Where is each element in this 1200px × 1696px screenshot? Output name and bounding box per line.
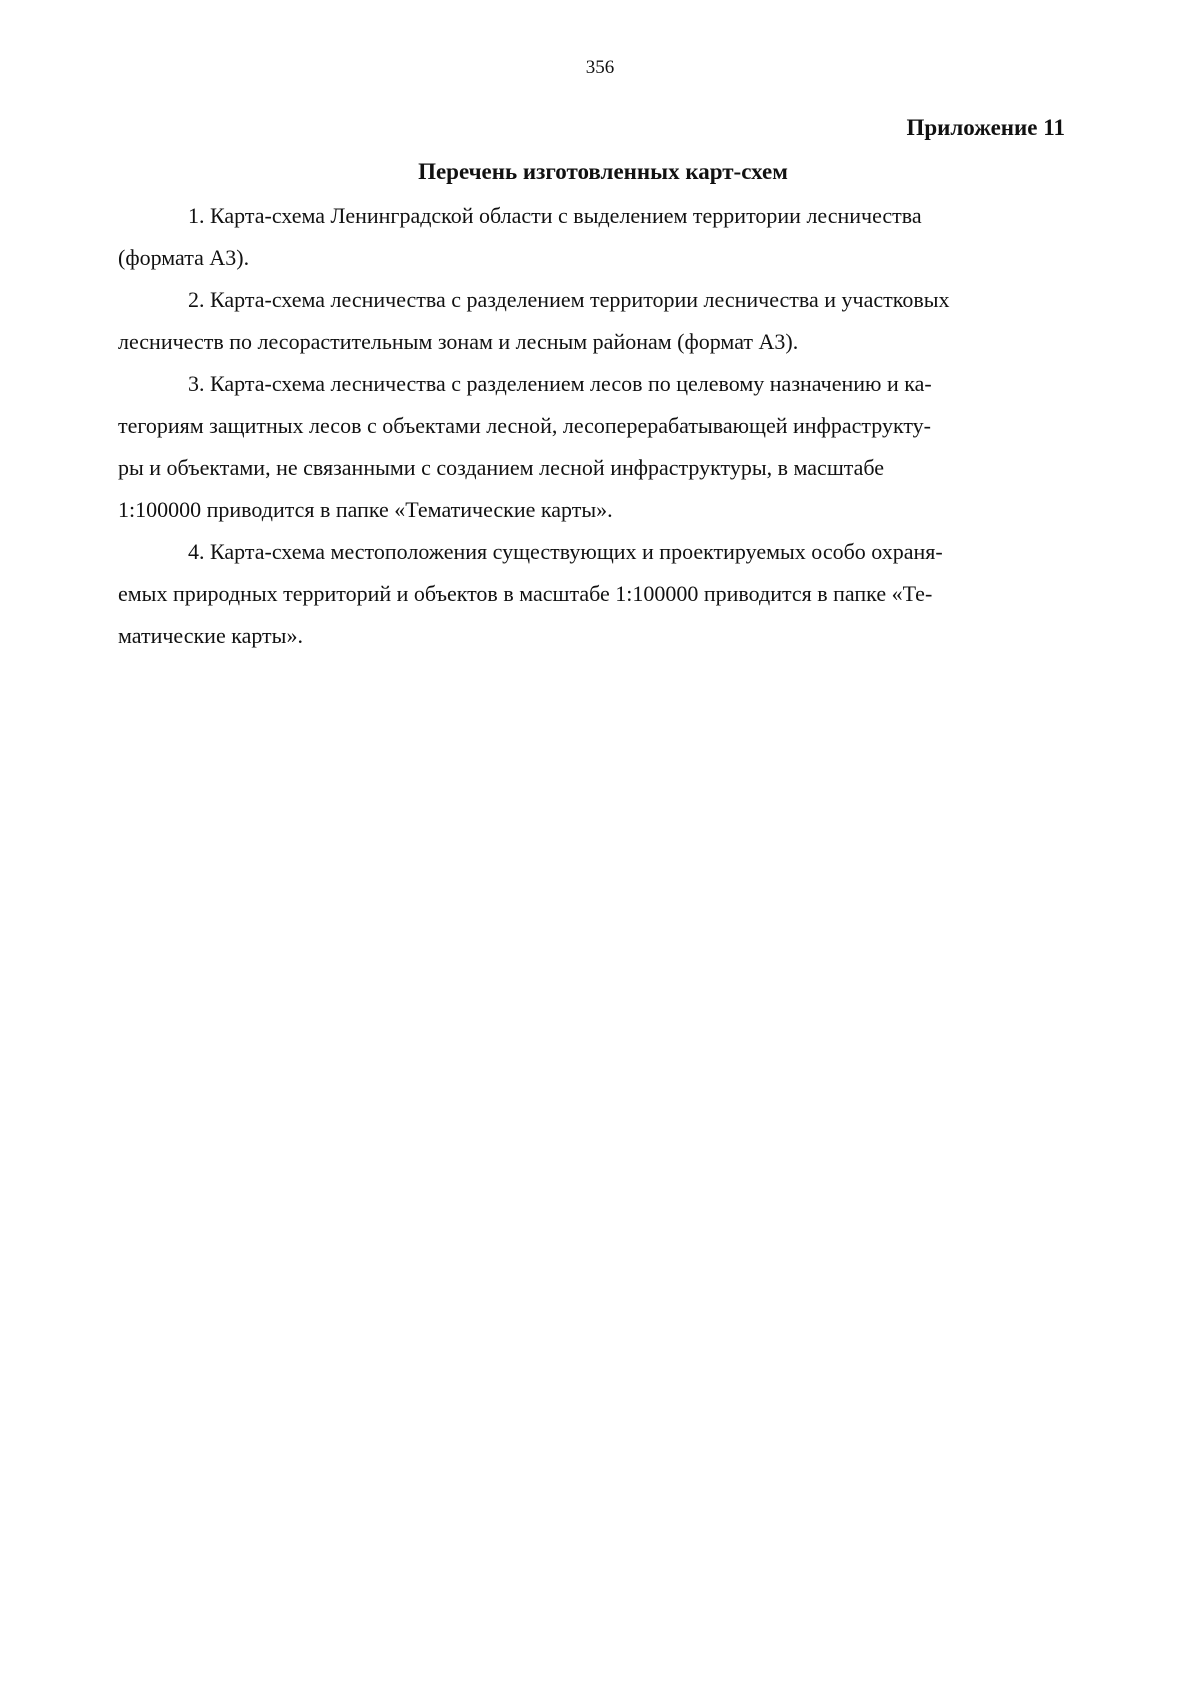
paragraph-line: ры и объектами, не связанными с созданием лесной инфраструктуры, в масштабе: [118, 455, 885, 480]
appendix-label: Приложение 11: [906, 115, 1065, 140]
document-title: Перечень изготовленных карт-схем: [418, 159, 788, 184]
paragraph-line: (формата А3).: [118, 245, 250, 270]
paragraph-line: емых природных территорий и объектов в масштабе 1:100000 приводится в папке «Те-: [118, 581, 933, 606]
paragraph-line: 1. Карта-схема Ленинградской области с выделением территории лесничества: [188, 203, 922, 228]
paragraph-3: [118, 363, 1033, 531]
paragraph-line: матические карты».: [118, 623, 303, 648]
paragraph-line: 2. Карта-схема лесничества с разделением территории лесничества и участковых: [188, 287, 950, 312]
page-number: 356: [585, 57, 615, 78]
paragraph-line: лесничеств по лесорастительным зонам и лесным районам (формат А3).: [118, 329, 799, 354]
paragraph-line: 1:100000 приводится в папке «Тематические карты».: [118, 497, 613, 522]
paragraph-1: [118, 195, 1033, 279]
paragraph-line: тегориям защитных лесов с объектами лесной, лесоперерабатывающей инфраструкту-: [118, 413, 932, 438]
document-body: [118, 195, 1033, 657]
paragraph-4: [118, 531, 1033, 657]
paragraph-line: 3. Карта-схема лесничества с разделением лесов по целевому назначению и ка-: [188, 371, 932, 396]
paragraph-line: 4. Карта-схема местоположения существующих и проектируемых особо охраня-: [188, 539, 943, 564]
paragraph-2: [118, 279, 1033, 363]
